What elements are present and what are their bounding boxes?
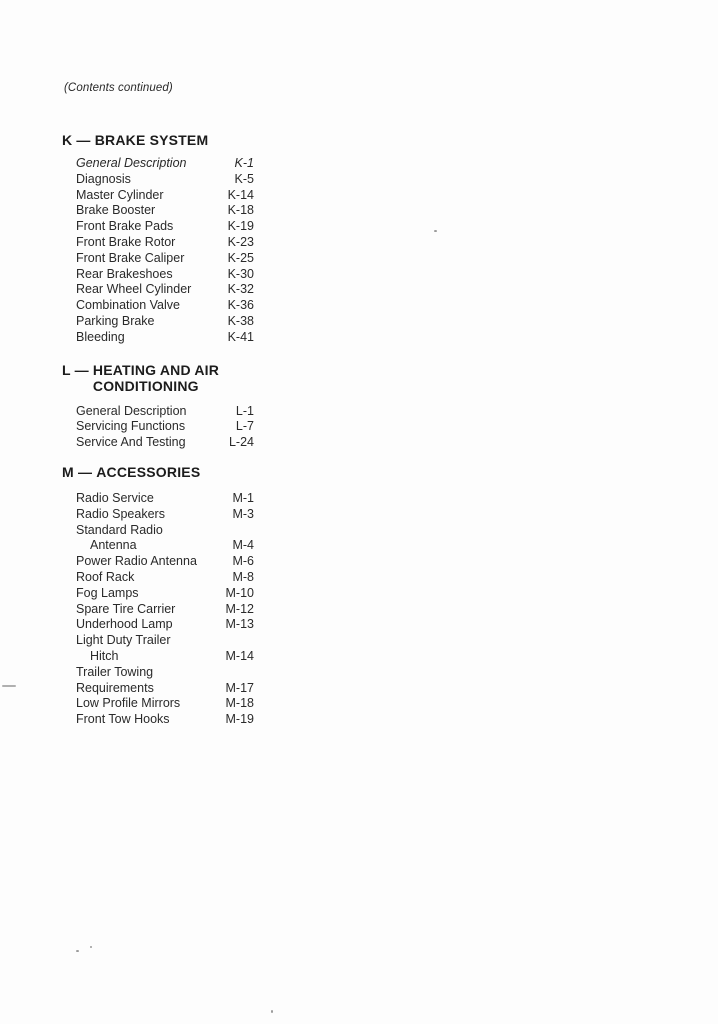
toc-entry <box>76 554 254 570</box>
entry-page: K-41 <box>227 329 254 344</box>
toc-entry <box>76 507 254 523</box>
toc-entry <box>76 156 254 172</box>
entry-label: Underhood Lamp <box>76 617 173 632</box>
entry-label: Roof Rack <box>76 569 135 584</box>
toc-entry <box>76 219 254 235</box>
section-letter: M — <box>62 463 97 480</box>
toc-entry <box>76 570 254 586</box>
toc-entry <box>76 172 254 188</box>
toc-entry <box>76 633 254 649</box>
entry-page: M-14 <box>225 648 254 663</box>
toc-entry <box>76 712 254 728</box>
entry-label: Rear Wheel Cylinder <box>76 282 192 297</box>
entry-label: Diagnosis <box>76 171 131 186</box>
section-entries <box>76 156 262 346</box>
entry-label: Hitch <box>90 648 119 663</box>
entry-label: Front Brake Rotor <box>76 234 176 249</box>
entry-page: M-1 <box>232 490 254 505</box>
entry-page: M-17 <box>225 680 254 695</box>
entry-page: K-1 <box>234 156 254 170</box>
section-entries <box>76 404 262 451</box>
section-title-continued: CONDITIONING <box>92 377 199 394</box>
toc-entry-continuation <box>76 649 254 665</box>
entry-page: M-18 <box>225 696 254 711</box>
toc-entry <box>76 282 254 298</box>
entry-page: M-8 <box>232 569 254 584</box>
entry-page: M-12 <box>225 601 254 616</box>
section-letter: L — <box>62 361 93 378</box>
toc-entry <box>76 330 254 346</box>
entry-page: K-23 <box>227 234 254 249</box>
entry-page: L-24 <box>228 435 254 450</box>
contents-continued-note: (Contents continued) <box>64 82 173 94</box>
toc-entry <box>76 696 254 712</box>
entry-label: Light Duty Trailer <box>76 633 171 648</box>
entry-page: K-30 <box>227 266 254 281</box>
entry-label: Front Brake Pads <box>76 219 174 234</box>
entry-label: Parking Brake <box>76 313 155 328</box>
toc-entry <box>76 435 254 451</box>
section-title: HEATING AND AIR <box>92 361 220 378</box>
section-letter: K — <box>62 132 95 148</box>
entry-page: K-32 <box>227 282 254 297</box>
toc-entry <box>76 235 254 251</box>
entry-label: Servicing Functions <box>76 419 186 434</box>
entry-label: Master Cylinder <box>76 187 164 202</box>
scan-speck <box>76 950 79 952</box>
entry-label: Requirements <box>76 680 154 695</box>
entry-label: Brake Booster <box>76 203 156 218</box>
entry-page: K-25 <box>227 250 254 265</box>
scan-speck <box>434 230 437 232</box>
entry-label: Power Radio Antenna <box>76 554 197 569</box>
entry-page: K-5 <box>234 171 254 186</box>
entry-label: Radio Service <box>76 490 154 505</box>
entry-page: K-36 <box>227 298 254 313</box>
toc-entry <box>76 681 254 697</box>
section-k-brake-system <box>62 132 262 346</box>
entry-page: K-19 <box>227 219 254 234</box>
entry-page: K-38 <box>227 313 254 328</box>
entry-label: Standard Radio <box>76 522 163 537</box>
scan-speck <box>2 685 16 687</box>
entry-label: Service And Testing <box>76 435 186 450</box>
toc-entry <box>76 188 254 204</box>
entry-label: Bleeding <box>76 329 125 344</box>
toc-entry <box>76 298 254 314</box>
entry-page: M-3 <box>232 506 254 521</box>
section-heading <box>62 362 262 394</box>
toc-entry <box>76 491 254 507</box>
toc-entry <box>76 314 254 330</box>
toc-entry <box>76 602 254 618</box>
toc-entry <box>76 251 254 267</box>
entry-page: L-7 <box>235 419 254 434</box>
entry-label: Trailer Towing <box>76 664 154 679</box>
entry-page: L-1 <box>235 403 254 418</box>
toc-entry <box>76 267 254 283</box>
entry-label: Radio Speakers <box>76 506 165 521</box>
section-m-accessories <box>62 464 262 728</box>
section-title: BRAKE SYSTEM <box>94 132 209 148</box>
entry-label: Fog Lamps <box>76 585 139 600</box>
entry-label: General Description <box>76 403 187 418</box>
entry-page: M-10 <box>225 585 254 600</box>
section-heading <box>62 464 262 480</box>
scan-speck <box>271 1010 273 1013</box>
section-l-heating-air-conditioning <box>62 362 262 451</box>
toc-entry <box>76 617 254 633</box>
entry-label: Rear Brakeshoes <box>76 266 173 281</box>
entry-page: K-14 <box>227 187 254 202</box>
table-of-contents <box>62 132 262 728</box>
section-title: ACCESSORIES <box>96 463 201 480</box>
entry-page: M-4 <box>232 538 254 553</box>
section-heading <box>62 132 262 148</box>
entry-label: Antenna <box>90 538 137 553</box>
entry-page: M-6 <box>232 554 254 569</box>
entry-label: Combination Valve <box>76 298 180 313</box>
toc-entry <box>76 523 254 539</box>
entry-page: M-13 <box>225 617 254 632</box>
entry-label: Spare Tire Carrier <box>76 601 176 616</box>
scan-speck <box>90 946 92 948</box>
toc-entry <box>76 203 254 219</box>
entry-page: M-19 <box>225 712 254 727</box>
toc-entry <box>76 419 254 435</box>
entry-label: Front Brake Caliper <box>76 250 185 265</box>
section-entries <box>76 491 262 728</box>
entry-page: K-18 <box>227 203 254 218</box>
toc-entry <box>76 665 254 681</box>
entry-label: General Description <box>76 156 187 170</box>
toc-entry-continuation <box>76 538 254 554</box>
entry-label: Front Tow Hooks <box>76 712 170 727</box>
entry-label: Low Profile Mirrors <box>76 696 181 711</box>
toc-entry <box>76 404 254 420</box>
toc-entry <box>76 586 254 602</box>
